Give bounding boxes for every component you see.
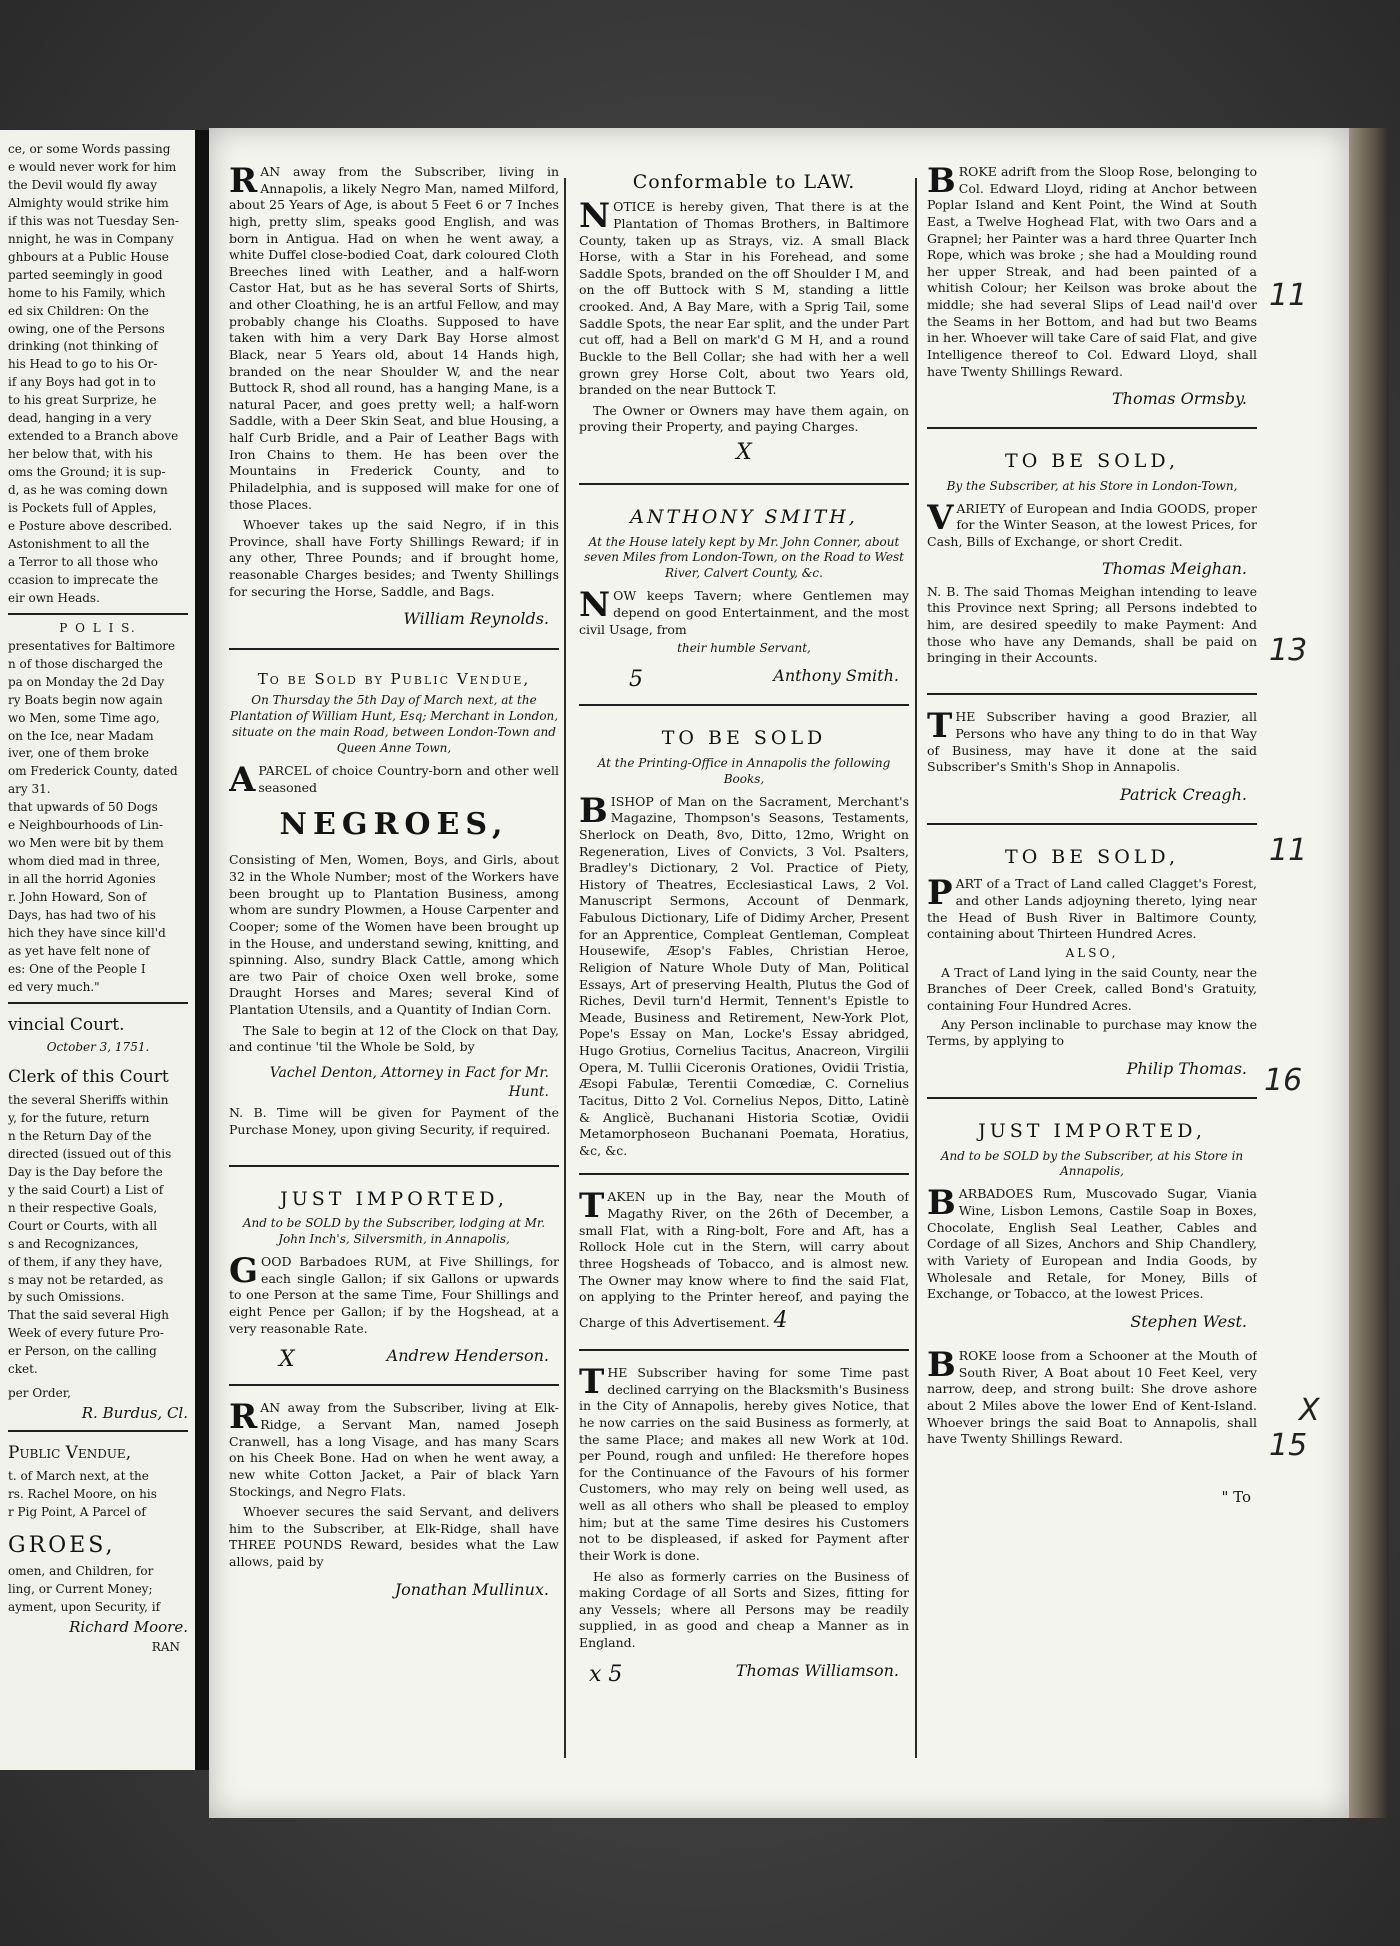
- ad-text-3: Any Person inclinable to purchase may know the Terms, by applying to: [927, 1016, 1257, 1049]
- margin-note: 15: [1269, 1428, 1308, 1463]
- divider: [579, 704, 909, 706]
- drop-cap: P: [927, 873, 953, 914]
- column-2: [579, 158, 909, 1798]
- ad-text: OOD Barbadoes RUM, at Five Shillings, for each single Gallon; if six Gallons or upwards to one Person at the same Time, Four Shillings and eight Pence per Gallon; if by the Hogshead, at a very reasonable Rate.: [229, 1254, 559, 1336]
- drop-cap: T: [579, 1186, 605, 1227]
- text-line: nnight, he was in Company: [8, 231, 174, 246]
- ad-heading: JUST IMPORTED,: [978, 1120, 1206, 1143]
- text-line: ccasion to imprecate the: [8, 572, 159, 587]
- text-line: s and Recognizances,: [8, 1236, 139, 1251]
- ad-big-heading: NEGROES,: [279, 806, 509, 842]
- text-line: his Head to go to his Or-: [8, 357, 158, 372]
- ad-text: OW keeps Tavern; where Gentlemen may depend on good Entertainment, and the most civil Usage, from: [579, 588, 909, 637]
- divider: [229, 1384, 559, 1386]
- drop-cap: T: [927, 706, 953, 747]
- text-line: iver, one of them broke: [8, 746, 149, 761]
- left-annapolis-lines: [8, 639, 188, 996]
- text-line: t. of March next, at the: [8, 1468, 149, 1483]
- ad-brazier: [927, 703, 1257, 815]
- text-line: pa on Monday the 2d Day: [8, 674, 165, 689]
- drop-cap: V: [927, 497, 954, 538]
- text-line: rs. Rachel Moore, on his: [8, 1486, 157, 1501]
- ad-runaway-negro: [229, 158, 559, 640]
- margin-note: 16: [1264, 1063, 1303, 1098]
- page-edge: [1349, 128, 1389, 1818]
- left-moore-signature: Richard Moore.: [69, 1617, 188, 1636]
- text-line: Almighty would strike him: [8, 195, 169, 210]
- text-line: e Posture above described.: [8, 519, 173, 534]
- ad-text-2: The Owner or Owners may have them again, on proving their Property, and paying Charges.: [579, 402, 909, 435]
- column-3: [927, 158, 1257, 1798]
- text-line: n their respective Goals,: [8, 1200, 158, 1215]
- ad-subheading: And to be SOLD by the Subscriber, lodging at Mr. John Inch's, Silversmith, in Annapolis,: [242, 1216, 546, 1247]
- column-1: [229, 158, 559, 1798]
- ad-signature: Thomas Ormsby.: [1111, 389, 1247, 409]
- column-rule: [915, 178, 917, 1758]
- ad-heading: To be Sold by Public Vendue,: [257, 669, 531, 688]
- drop-cap: T: [579, 1362, 605, 1403]
- text-line: oms the Ground; it is sup-: [8, 465, 166, 480]
- text-line: if any Boys had got in to: [8, 375, 156, 390]
- drop-cap: B: [927, 1345, 956, 1386]
- text-line: n the Return Day of the: [8, 1128, 152, 1143]
- text-line: her below that, with his: [8, 447, 153, 462]
- handwritten-mark: X: [279, 1347, 295, 1373]
- divider: [229, 1165, 559, 1167]
- left-annapolis-head: P O L I S.: [59, 620, 137, 635]
- ad-flat-taken-up: [579, 1183, 909, 1341]
- text-line: as yet have felt none of: [8, 943, 150, 958]
- ad-closing: their humble Servant,: [677, 641, 811, 656]
- divider: [8, 613, 188, 615]
- ad-heading: ANTHONY SMITH,: [630, 506, 858, 529]
- text-line: home to his Family, which: [8, 285, 166, 300]
- divider: [927, 693, 1257, 695]
- ad-signature: Jonathan Mullinux.: [394, 1579, 549, 1599]
- ad-signature: Vachel Denton, Attorney in Fact for Mr. Hunt.: [269, 1064, 549, 1100]
- text-line: eir own Heads.: [8, 590, 100, 605]
- drop-cap: B: [927, 161, 956, 201]
- ad-broke-adrift: [927, 158, 1257, 419]
- text-line: whom died mad in three,: [8, 854, 161, 869]
- ad-signature: Thomas Meighan.: [1101, 559, 1247, 579]
- text-line: y, for the future, return: [8, 1110, 150, 1125]
- drop-cap: R: [229, 161, 258, 201]
- margin-note: 11: [1269, 833, 1308, 868]
- ad-text-2: The Sale to begin at 12 of the Clock on that Day, and continue 'til the Whole be Sold, by: [229, 1022, 559, 1055]
- text-line: presentatives for Baltimore: [8, 638, 176, 653]
- left-page-text: [0, 130, 194, 1658]
- left-order: per Order,: [8, 1386, 71, 1401]
- text-line: owing, one of the Persons: [8, 321, 165, 336]
- divider: [229, 648, 559, 650]
- drop-cap: A: [229, 760, 256, 801]
- left-negroes-lines: [8, 1564, 188, 1616]
- text-line: in all the horrid Agonies: [8, 872, 156, 887]
- text-line: ayment, upon Security, if: [8, 1599, 161, 1614]
- text-line: to his great Surprize, he: [8, 393, 157, 408]
- ad-books-for-sale: [579, 714, 909, 1165]
- text-line: e would never work for him: [8, 159, 177, 174]
- ad-signature: Stephen West.: [1130, 1311, 1247, 1331]
- text-line: om Frederick County, dated: [8, 764, 178, 779]
- ad-text-2: Whoever takes up the said Negro, if in this Province, shall have Forty Shillings Reward; if in any other, Three Pounds; and if brought home, reasonable Charges besides; and Twenty Shillings for securing the Horse, Saddle, and Bags.: [229, 517, 559, 599]
- text-line: Week of every future Pro-: [8, 1326, 164, 1341]
- margin-note: 13: [1269, 633, 1308, 668]
- text-line: is Pockets full of Apples,: [8, 501, 157, 516]
- ad-signature: Philip Thomas.: [1126, 1058, 1247, 1078]
- text-line: es: One of the People I: [8, 961, 146, 976]
- text-line: the several Sheriffs within: [8, 1092, 169, 1107]
- left-clerk-signature: R. Burdus, Cl.: [81, 1404, 188, 1423]
- ad-strays-notice: [579, 158, 909, 475]
- text-line: ed very much.": [8, 979, 100, 994]
- text-line: ce, or some Words passing: [8, 142, 171, 156]
- text-line: r Pig Point, A Parcel of: [8, 1504, 146, 1519]
- ad-heading: TO BE SOLD: [661, 727, 827, 750]
- ad-subheading: On Thursday the 5th Day of March next, at the Plantation of William Hunt, Esq; Merchant in London, situate on the main Road, between London-Town and Queen Anne Town,: [229, 693, 559, 756]
- ad-text: ISHOP of Man on the Sacrament, Merchant's Magazine, Thompson's Seasons, Testaments, Sherlock on Death, 8vo, Ditto, 12mo, Wright on Regeneration, Lives of Convicts, 3 Vol. Psalters, Bradley's Dictionary, 2 Vol. Practice of Piety, History of Theatres, Ecclesiastical Laws, 2 Vol. Manuscript Sermons, Account of Denmark, Fabulous Dictionary, Life of Didimy Archer, Present for an Apprentice, Compleat Gentleman, Compleat Housewife, Æsop's Fables, Christian Heroe, Religion of Nature Whole Duty of Man, Political Essays, Art of preserving Health, Plutus the God of Riches, Devil turn'd Hermit, Tennent's Epistle to Meade, Business and Retirement, New-York Plot, Pope's Essay on Man, Locke's Essay abridged, Hugo Grotius, Cornelius Tacitus, Anacreon, Virgilii Opera, M. Tullii Ciceronis Orationes, Ovidii Tristia, Æsopi Fabulæ, Terentii Comœdiæ, C. Cornelius Tacitus, Ditto 2 Vol. Cornelius Nepos, Ditto, Latinè & Anglicè, Buchanani Historia Scotiæ, Ovidii Metamorphoseon Buchanani Poemata, Horatius, &c, &c.: [579, 793, 909, 1158]
- divider: [927, 427, 1257, 429]
- left-vendue-head: Public Vendue,: [8, 1443, 132, 1464]
- text-line: Days, has had two of his: [8, 908, 156, 923]
- text-line: extended to a Branch above: [8, 429, 179, 444]
- ad-signature: Anthony Smith.: [773, 666, 899, 686]
- text-line: parted seemingly in good: [8, 267, 163, 282]
- ad-blacksmith: [579, 1359, 909, 1691]
- book-gutter: [195, 130, 209, 1770]
- left-court-date: October 3, 1751.: [46, 1040, 150, 1055]
- text-line: hich they have since kill'd: [8, 925, 166, 940]
- ad-signature: William Reynolds.: [403, 609, 549, 629]
- margin-note: 11: [1269, 278, 1308, 313]
- text-line: n of those discharged the: [8, 656, 163, 671]
- divider: [927, 1097, 1257, 1099]
- drop-cap: N: [579, 585, 611, 626]
- divider: [8, 1002, 188, 1004]
- divider: [927, 823, 1257, 825]
- ad-text: HE Subscriber having for some Time past declined carrying on the Blacksmith's Business in the City of Annapolis, hereby gives Notice, that he now carries on the said Business as formerly, at the same Place; and makes all new Work at 10d. per Pound, rough and unfiled: He therefore hopes for the Continuance of the Favours of his former Customers, who may rely on being well used, as well as all others who shall be pleased to employ him; but at the same Time desires his Customers not to be displeased, if asked for Payment after their Work is done.: [579, 1365, 909, 1563]
- ad-broke-loose-boat: [927, 1342, 1257, 1514]
- text-line: s may not be retarded, as: [8, 1272, 164, 1287]
- ad-heading: Conformable to LAW.: [632, 171, 856, 193]
- text-line: Day is the Day before the: [8, 1164, 163, 1179]
- text-line: on the Ice, near Madam: [8, 728, 154, 743]
- divider: [579, 1349, 909, 1351]
- text-line: wo Men, some Time ago,: [8, 710, 160, 725]
- text-line: er Person, on the calling: [8, 1344, 157, 1359]
- handwritten-mark: x 5: [589, 1661, 623, 1687]
- text-line: that upwards of 50 Dogs: [8, 800, 158, 815]
- left-catchword: RAN: [151, 1639, 180, 1654]
- ad-text: ROKE loose from a Schooner at the Mouth of South River, A Boat about 10 Feet Keel, very narrow, deep, and strong built: She drove ashore about 2 Miles above the lower End of Kent-Island. Whoever brings the said Boat to Annapolis, shall have Twenty Shillings Reward.: [927, 1348, 1257, 1447]
- ad-subheading: And to be SOLD by the Subscriber, at his Store in Annapolis,: [940, 1148, 1244, 1179]
- left-negroes-head: GROES,: [8, 1532, 116, 1558]
- ad-text-2: A Tract of Land lying in the said County, near the Branches of Deer Creek, called Bond's Gratuity, containing Four Hundred Acres.: [927, 964, 1257, 1014]
- catchword: " To: [1221, 1487, 1251, 1506]
- text-line: ling, or Current Money;: [8, 1581, 153, 1596]
- ad-land-for-sale: [927, 833, 1257, 1089]
- ad-anthony-smith-tavern: [579, 493, 909, 696]
- text-line: the Devil would fly away: [8, 177, 157, 192]
- left-clerk-lines: [8, 1093, 188, 1378]
- text-line: cket.: [8, 1362, 38, 1377]
- text-line: That the said several High: [8, 1308, 170, 1323]
- handwritten-mark: X: [736, 440, 752, 466]
- text-line: d, as he was coming down: [8, 483, 168, 498]
- divider: [8, 1430, 188, 1432]
- text-line: ary 31.: [8, 782, 51, 797]
- ad-text: ARIETY of European and India GOODS, proper for the Winter Season, at the lowest Prices, for Cash, Bills of Exchange, or short Credit.: [927, 500, 1257, 549]
- ad-european-goods: [927, 437, 1257, 685]
- text-line: wo Men were bit by them: [8, 836, 164, 851]
- ad-note: N. B. The said Thomas Meighan intending to leave this Province next Spring; all Persons indebted to him, are desired speedily to make Payment: And those who have any Demands, shall be paid on bringing in their Accounts.: [927, 583, 1257, 666]
- text-line: e Neighbourhoods of Lin-: [8, 818, 164, 833]
- ad-heading: TO BE SOLD,: [1005, 846, 1179, 869]
- drop-cap: N: [579, 196, 611, 237]
- ad-text: AN away from the Subscriber, living in Annapolis, a likely Negro Man, named Milford, about 25 Years of Age, is about 5 Feet 6 or 7 Inches high, pretty slim, speaks good English, and was born in Antigua. Had on when he went away, a white Duffel close-bodied Coat, dark coloured Cloth Breeches lined with Leather, and a half-worn Castor Hat, but as he has several Sorts of Shirts, and other Cloathing, he is an artful Fellow, and may probably change his Cloaths. Supposed to have taken with him a very Dark Bay Horse almost Black, near 5 Years old, about 14 Hands high, branded on the near Shoulder W, and the near Buttock R, shod all round, has a hanging Mane, is a natural Pacer, and goes pretty well; a half-worn Saddle, with a Deer Skin Seat, and blue Housing, a half Curb Bridle, and a Pair of Leather Bags with Iron Chains to them. He has been over the Mountains in Frederick County, and to Philadelphia, and is supposed will make for one of those Places.: [229, 164, 559, 512]
- ad-text: ARBADOES Rum, Muscovado Sugar, Viania Wine, Lisbon Lemons, Castile Soap in Boxes, Chocolate, English Seal Leather, Cables and Cordage of all Sizes, Anchors and Ship Chandlery, with Variety of European and India Goods, by Wholesale and Retale, for Money, Bills of Exchange, or Tobacco, at the lowest Prices.: [927, 1186, 1257, 1302]
- text-line: ghbours at a Public House: [8, 249, 169, 264]
- ad-text: OTICE is hereby given, That there is at the Plantation of Thomas Brothers, in Baltimore County, taken up as Strays, viz. A small Black Horse, with a Star in his Forehead, and some Saddle Spots, branded on the off Shoulder I M, and on the off Buttock with S M, standing a little crooked. And, A Bay Mare, with a Sprig Tail, some Saddle Spots, the near Ear split, and the under Part cut off, had a Bell on mark'd G M H, and a round Buckle to the Bell Collar; she had with her a well grown grey Horse Colt, about two Years old, branded on the near Buttock T.: [579, 199, 909, 398]
- text-line: Court or Courts, with all: [8, 1218, 158, 1233]
- text-line: omen, and Children, for: [8, 1563, 154, 1578]
- ad-text-2: He also as formerly carries on the Business of making Cordage of all Sorts and Sizes, fitting for any Vessels; where all Persons may be readily supplied, in as good and cheap a Manner as in England.: [579, 1568, 909, 1651]
- ad-text-2: Whoever secures the said Servant, and delivers him to the Subscriber, at Elk-Ridge, shall have THREE POUNDS Reward, besides what the Law allows, paid by: [229, 1504, 559, 1570]
- left-vendue-lines: [8, 1469, 188, 1521]
- text-line: dead, hanging in a very: [8, 411, 152, 426]
- ad-text: Consisting of Men, Women, Boys, and Girls, about 32 in the Whole Number; most of the Workers have been brought up to Plantation Business, among whom are sundry Plowmen, a House Carpenter and Cooper; some of the Women have been brought up in the House, and understand sewing, knitting, and spinning. Also, sundry Black Cattle, among which are two Pair of choice Oxen well broke, some Draught Horses and Mares; several Kind of Plantation Utensils, and a Quantity of Indian Corn.: [229, 852, 559, 1018]
- drop-cap: G: [229, 1251, 259, 1292]
- text-line: y the said Court) a List of: [8, 1182, 164, 1197]
- left-page-fragment: [0, 130, 197, 1770]
- drop-cap: R: [229, 1397, 258, 1438]
- ad-subheading: By the Subscriber, at his Store in London-Town,: [946, 478, 1238, 493]
- ad-text: ART of a Tract of Land called Clagget's Forest, and other Lands adjoyning thereto, lying near the Head of Bush River in Baltimore County, containing about Thirteen Hundred Acres.: [927, 876, 1257, 942]
- left-article-lines: [8, 142, 188, 607]
- ad-barbadoes-goods: [927, 1107, 1257, 1342]
- ad-text: AKEN up in the Bay, near the Mouth of Magathy River, on the 26th of December, a small Flat, with a Ring-bolt, Fore and Aft, has a Rollock Hole cut in the Stern, will carry about three Hogsheads of Tobacco, and is almost new. The Owner may know where to find the said Flat, on applying to the Printer hereof, and paying the Charge of this Advertisement.: [579, 1189, 909, 1330]
- left-clerk-head: Clerk of this Court: [8, 1067, 169, 1088]
- handwritten-mark: 4: [773, 1307, 788, 1333]
- text-line: ry Boats begin now again: [8, 692, 163, 707]
- divider: [579, 483, 909, 485]
- ad-text: ROKE adrift from the Sloop Rose, belonging to Col. Edward Lloyd, riding at Anchor between Poplar Island and Kent Point, the Wind at South East, a Twelve Hoghead Flat, with two Oars and a Grapnel; her Painter was a hard three Quarter Inch Rope, which was broke ; she had a Moulding round her upper Streak, and had been painted of a whitish Colour; her Keilson was broke about the middle; she had several Slips of Lead nail'd over the Seams in her Bottom, and had but two Beams in her. Whoever will take Care of said Flat, and give Intelligence thereof to Col. Edward Lloyd, shall have Twenty Shillings Reward.: [927, 164, 1257, 379]
- ad-runaway-servant: [229, 1394, 559, 1610]
- ad-heading: TO BE SOLD,: [1005, 450, 1179, 473]
- ad-barbadoes-rum: [229, 1175, 559, 1377]
- margin-notes: [1259, 128, 1349, 1818]
- divider: [579, 1173, 909, 1175]
- newspaper-page: [209, 128, 1349, 1818]
- ad-signature: Andrew Henderson.: [386, 1346, 549, 1366]
- text-line: drinking (not thinking of: [8, 339, 158, 354]
- ad-public-vendue: [229, 658, 559, 1157]
- margin-note: X: [1299, 1393, 1320, 1428]
- text-line: r. John Howard, Son of: [8, 890, 147, 905]
- text-line: by such Omissions.: [8, 1290, 125, 1305]
- ad-lead: PARCEL of choice Country-born and other well seasoned: [258, 763, 559, 795]
- ad-subheading: At the Printing-Office in Annapolis the following Books,: [597, 755, 891, 786]
- text-line: a Terror to all those who: [8, 554, 158, 569]
- text-line: Astonishment to all the: [8, 536, 150, 551]
- drop-cap: B: [579, 790, 608, 831]
- text-line: of them, if any they have,: [8, 1254, 163, 1269]
- ad-signature: Thomas Williamson.: [735, 1660, 899, 1680]
- text-line: directed (issued out of this: [8, 1146, 172, 1161]
- column-rule: [564, 178, 566, 1758]
- text-line: ed six Children: On the: [8, 303, 149, 318]
- ad-subheading: At the House lately kept by Mr. John Conner, about seven Miles from London-Town, on the Road to West River, Calvert County, &c.: [584, 534, 904, 581]
- ad-also: ALSO,: [1065, 945, 1119, 960]
- handwritten-mark: 5: [629, 667, 643, 693]
- ad-signature: Patrick Creagh.: [1119, 784, 1247, 804]
- ad-text: AN away from the Subscriber, living at Elk-Ridge, a Servant Man, named Joseph Cranwell, has a long Visage, and has many Scars on his Cheek Bone. Had on when he went away, a new white Cotton Jacket, a Pair of black Yarn Stockings, and Negro Flats.: [229, 1400, 559, 1499]
- left-court-head: vincial Court.: [8, 1014, 125, 1035]
- ad-text: HE Subscriber having a good Brazier, all Persons who have any thing to do in that Way of Business, may have it done at the said Subscriber's Smith's Shop in Annapolis.: [927, 709, 1257, 775]
- ad-note: N. B. Time will be given for Payment of the Purchase Money, upon giving Security, if required.: [229, 1105, 559, 1137]
- text-line: if this was not Tuesday Sen-: [8, 213, 179, 228]
- ad-heading: JUST IMPORTED,: [280, 1187, 508, 1210]
- drop-cap: B: [927, 1183, 956, 1224]
